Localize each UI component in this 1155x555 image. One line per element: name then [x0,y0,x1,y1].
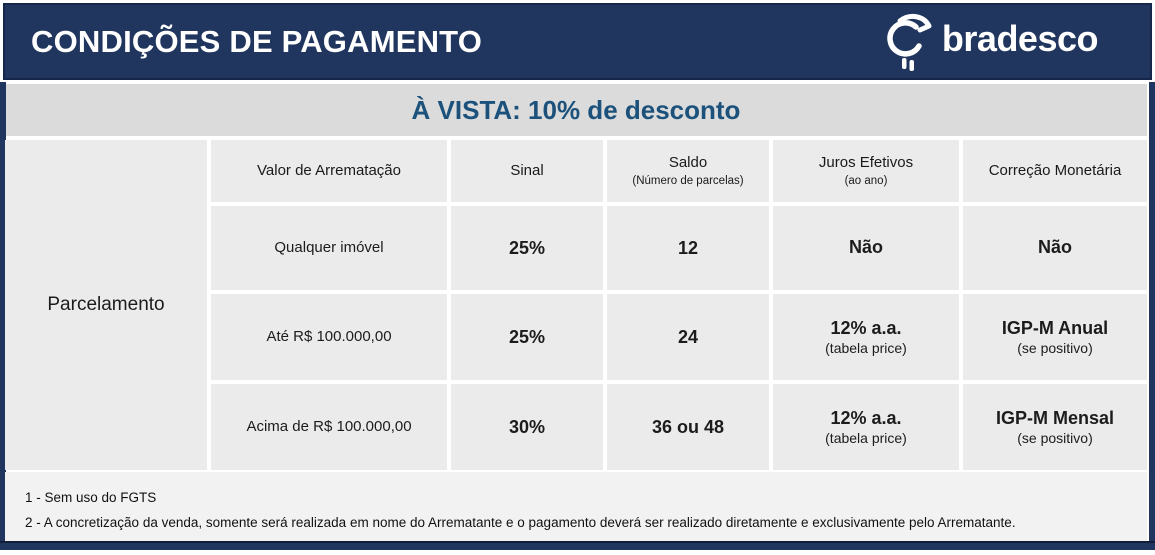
row-group-label: Parcelamento [5,140,207,470]
title-bar [3,3,1152,80]
column-header-correcao: Correção Monetária [963,140,1147,202]
table-row-1-valor: Qualquer imóvel [211,206,447,290]
table-row-2-correcao: IGP-M Anual (se positivo) [963,294,1147,380]
table-row-1-sinal: 25% [451,206,603,290]
a-vista-text: À VISTA: 10% de desconto [411,94,741,125]
table-row-3-saldo: 36 ou 48 [607,384,769,470]
footnotes [5,472,1147,541]
bottom-frame-bar [0,541,1155,550]
footnote-1: 1 - Sem uso do FGTS [25,490,157,505]
table-row-3-valor: Acima de R$ 100.000,00 [211,384,447,470]
column-header-sinal: Sinal [451,140,603,202]
a-vista-banner [5,84,1147,136]
table-row-3-correcao: IGP-M Mensal (se positivo) [963,384,1147,470]
right-frame-border [1149,82,1155,541]
table-row-2-juros: 12% a.a. (tabela price) [773,294,959,380]
table-row-3-juros: 12% a.a. (tabela price) [773,384,959,470]
page-title: CONDIÇÕES DE PAGAMENTO [31,23,483,59]
column-header-valor: Valor de Arrematação [211,140,447,202]
column-header-saldo: Saldo (Número de parcelas) [607,140,769,202]
table-row-3-sinal: 30% [451,384,603,470]
table-row-1-saldo: 12 [607,206,769,290]
table-row-2-saldo: 24 [607,294,769,380]
footnote-2: 2 - A concretização da venda, somente será realizada em nome do Arrematante e o pagamento deverá ser realizado diretamente e exclusivamente pelo Arrematante. [25,515,1016,530]
table-row-1-juros: Não [773,206,959,290]
bradesco-wordmark: bradesco [941,17,1098,59]
table-row-2-valor: Até R$ 100.000,00 [211,294,447,380]
table-row-1-correcao: Não [963,206,1147,290]
column-header-juros: Juros Efetivos (ao ano) [773,140,959,202]
payment-table [5,140,1147,470]
bradesco-logo [882,13,1098,71]
bradesco-tree-icon [882,13,934,71]
table-row-2-sinal: 25% [451,294,603,380]
